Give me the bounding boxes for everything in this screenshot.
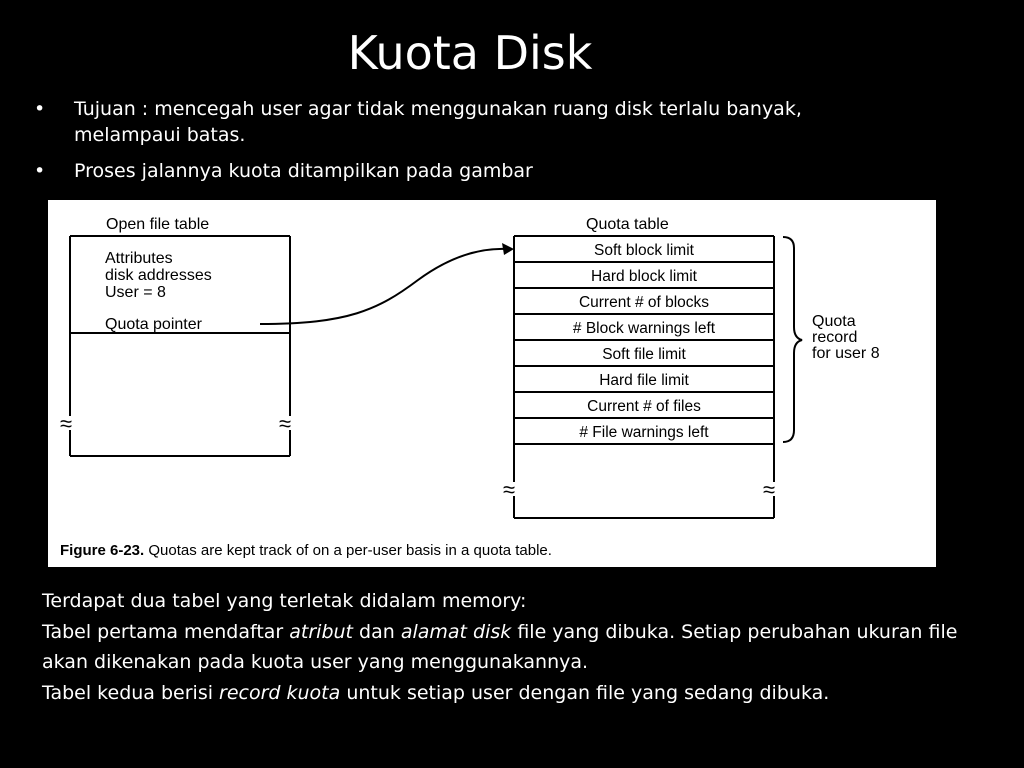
explanation-paragraph <box>42 586 972 708</box>
emphasis-record-kuota: record kuota <box>219 681 341 704</box>
brace-label-line: Quota <box>812 313 856 330</box>
brace-label-line: record <box>812 329 858 346</box>
break-mark: ≈ <box>279 411 292 436</box>
open-file-entry: User = 8 <box>105 284 166 301</box>
quota-row-label: # File warnings left <box>579 424 709 441</box>
quota-row-label: Hard block limit <box>591 268 697 285</box>
open-file-entry: Quota pointer <box>105 316 202 333</box>
open-file-entry: disk addresses <box>105 267 212 284</box>
bullet-item <box>30 158 910 184</box>
quota-row-label: Hard file limit <box>599 372 689 389</box>
quota-table-label: Quota table <box>586 216 669 233</box>
bullet-list <box>30 96 910 194</box>
bullet-item <box>30 96 910 148</box>
brace-label-line: for user 8 <box>812 345 880 362</box>
paragraph-line: Terdapat dua tabel yang terletak didalam memory: <box>42 590 527 612</box>
quota-row-label: Current # of blocks <box>578 294 710 311</box>
quota-row-label: Soft file limit <box>602 346 686 363</box>
quota-row-label: Current # of files <box>587 398 701 415</box>
break-mark: ≈ <box>60 411 73 436</box>
bullet-text: Tujuan : mencegah user agar tidak menggunakan ruang disk terlalu banyak, melampaui batas. <box>74 98 802 146</box>
quota-row-label: # Block warnings left <box>572 320 716 337</box>
paragraph-line <box>42 617 972 678</box>
bullet-text: Proses jalannya kuota ditampilkan pada gambar <box>74 160 533 182</box>
break-mark: ≈ <box>503 477 516 502</box>
brace-icon <box>783 237 802 442</box>
figure-caption-text: Quotas are kept track of on a per-user basis in a quota table. <box>144 542 552 559</box>
break-mark: ≈ <box>763 477 776 502</box>
quota-diagram <box>48 200 936 567</box>
bullet-marker: • <box>34 98 46 120</box>
paragraph-line <box>42 678 972 709</box>
quota-figure <box>48 200 936 567</box>
emphasis-atribut: atribut <box>289 620 354 643</box>
slide-title: Kuota Disk <box>347 26 593 80</box>
text-run: untuk setiap user dengan file yang sedang dibuka. <box>340 681 830 704</box>
figure-caption-number: Figure 6-23. <box>60 542 145 559</box>
text-run: dan <box>353 620 401 643</box>
figure-caption <box>60 542 552 559</box>
text-run: Tabel pertama mendaftar <box>42 620 290 643</box>
text-run: file yang dibuka. Setiap perubahan ukuran file akan dikenakan pada kuota user yang menggunakannya. <box>42 620 958 673</box>
open-file-entry: Attributes <box>105 250 173 267</box>
text-run: Tabel kedua berisi <box>42 681 220 704</box>
emphasis-alamat-disk: alamat disk <box>400 620 512 643</box>
quota-pointer-arrow <box>260 249 506 324</box>
open-file-table-label: Open file table <box>106 216 210 233</box>
arrowhead-icon <box>502 243 514 255</box>
quota-row-label: Soft block limit <box>594 242 694 259</box>
bullet-marker: • <box>34 160 46 182</box>
